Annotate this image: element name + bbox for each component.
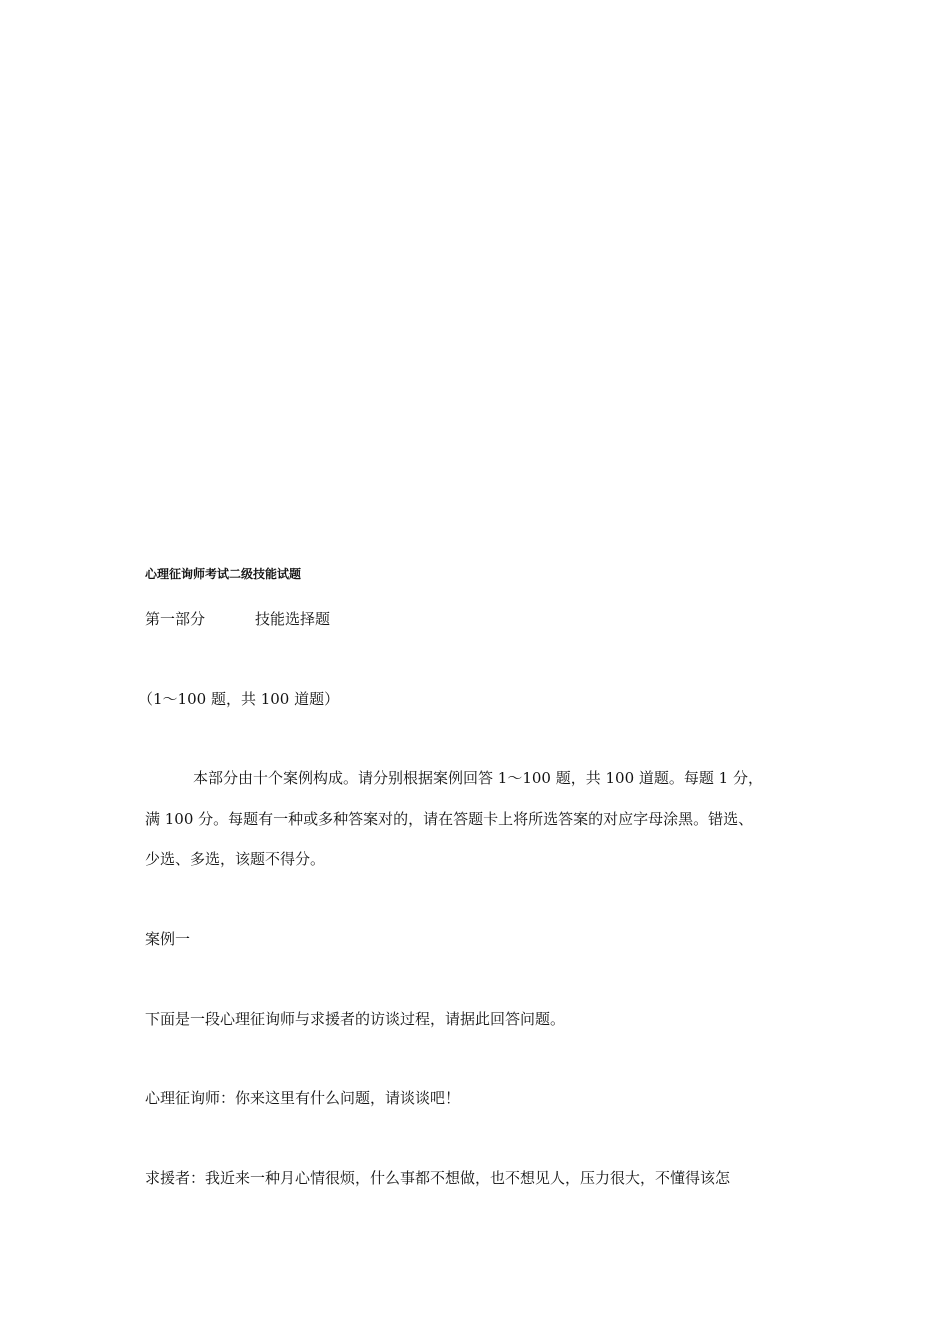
instruction-line-3: 少选、多选，该题不得分。 — [145, 850, 326, 868]
dialogue-line: 心理征询师：你来这里有什么问题，请谈谈吧！ — [145, 1089, 461, 1107]
part-heading — [145, 609, 330, 629]
document-title: 心理征询师考试二级技能试题 — [145, 567, 302, 581]
dialogue-line: 求援者：我近来一种月心情很烦，什么事都不想做，也不想见人，压力很大，不懂得该怎 — [145, 1169, 731, 1187]
part-name: 技能选择题 — [255, 610, 331, 628]
instruction-line-2: 满 100 分。每题有一种或多种答案对的，请在答题卡上将所选答案的对应字母涂黑。错选、 — [145, 810, 754, 828]
case-intro: 下面是一段心理征询师与求援者的访谈过程，请据此回答问题。 — [145, 1010, 566, 1028]
instruction-line-1: 本部分由十个案例构成。请分别根据案例回答 1～100 题，共 100 道题。每题 1 分， — [193, 769, 763, 787]
part-label: 第一部分 — [145, 610, 206, 628]
case-heading: 案例一 — [145, 930, 191, 948]
range-note: （1～100 题，共 100 道题） — [138, 690, 340, 708]
